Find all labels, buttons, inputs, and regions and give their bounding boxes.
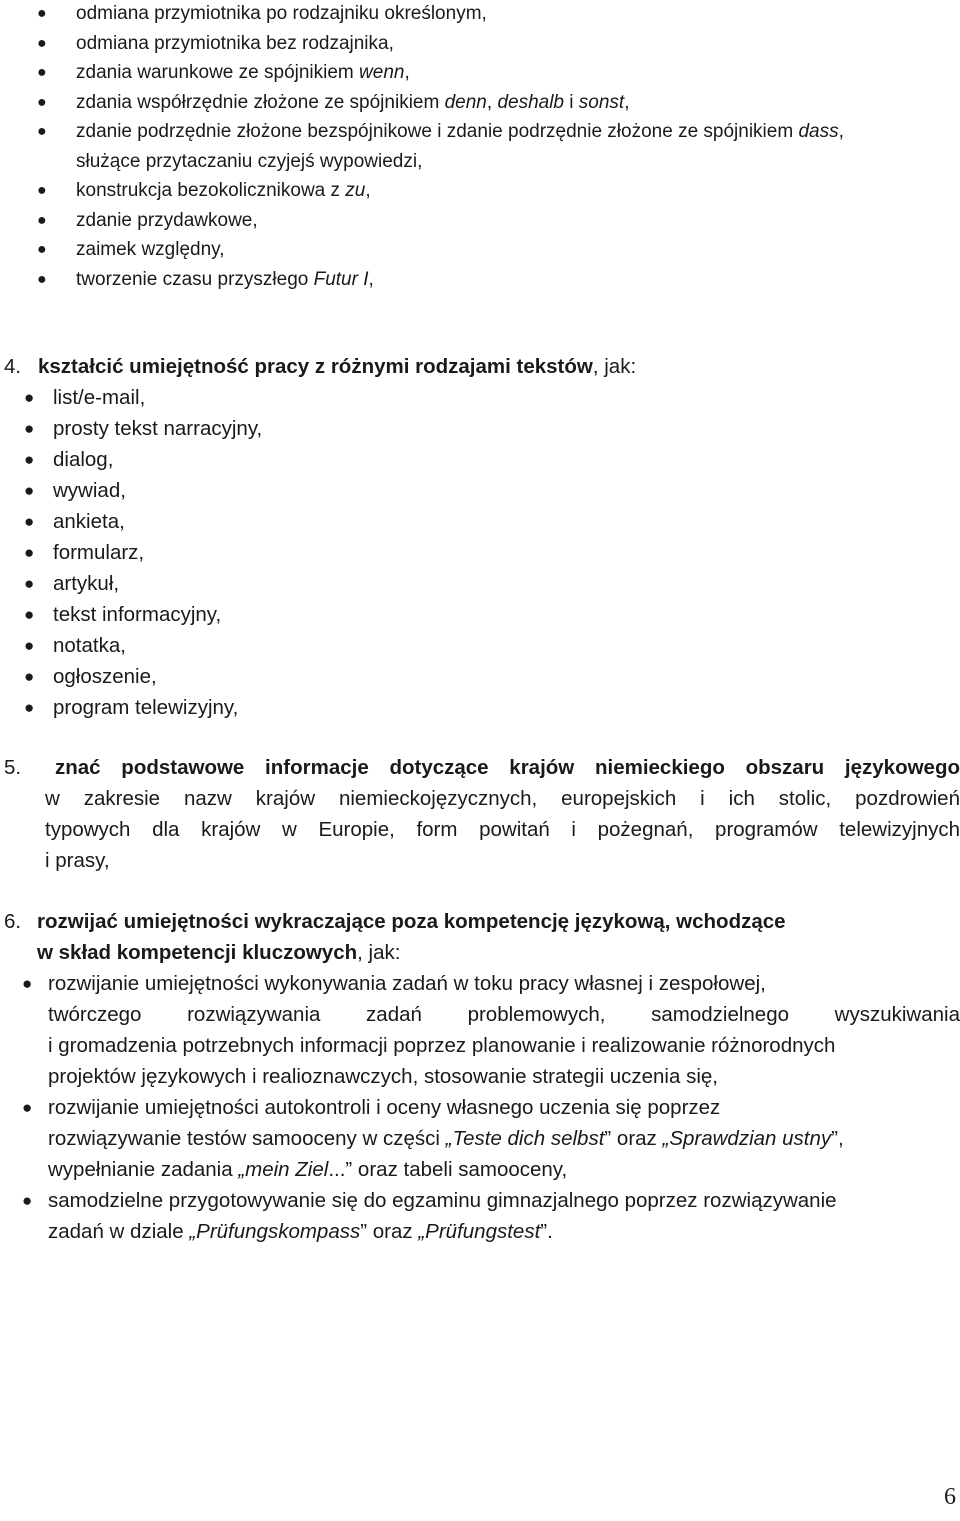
list-item-text: wypełnianie zadania bbox=[48, 1158, 239, 1181]
section-body-line: w zakresie nazw krajów niemieckojęzycznych, europejskich i ich stolic, pozdrowień bbox=[45, 787, 960, 810]
list-item-text: ” oraz bbox=[604, 1127, 663, 1150]
bullet-icon: ● bbox=[24, 512, 35, 531]
list-item bbox=[0, 265, 960, 295]
list-item-text: artykuł, bbox=[53, 572, 120, 595]
list-item-text: zdanie przydawkowe, bbox=[76, 209, 258, 231]
list-item-text: list/e-mail, bbox=[53, 386, 146, 409]
list-item-text: ...” oraz tabeli samooceny, bbox=[328, 1158, 568, 1181]
section-heading-line2 bbox=[0, 937, 960, 968]
bullet-icon: ● bbox=[37, 34, 47, 52]
bullet-icon: ● bbox=[22, 974, 33, 993]
italic-term: „mein Ziel bbox=[238, 1158, 329, 1181]
list-item-text: dialog, bbox=[53, 448, 114, 471]
bullet-icon: ● bbox=[24, 574, 35, 593]
list-item-text: zdania warunkowe ze spójnikiem bbox=[76, 62, 360, 83]
list-item bbox=[0, 206, 960, 236]
bullet-icon: ● bbox=[24, 388, 35, 407]
section-4 bbox=[0, 351, 960, 723]
list-item bbox=[0, 1092, 960, 1185]
section-6 bbox=[0, 906, 960, 1247]
list-item-text: zdania współrzędnie złożone ze spójnikiem bbox=[76, 91, 445, 113]
list-item-text: tworzenie czasu przyszłego bbox=[76, 268, 314, 290]
list-item-text: , bbox=[486, 91, 498, 113]
list-item-text: ”. bbox=[540, 1220, 553, 1243]
list-item-text: rozwiązywanie testów samooceny w części bbox=[48, 1127, 446, 1150]
section-heading-suffix: , jak: bbox=[357, 941, 401, 964]
list-item-text: , bbox=[404, 62, 410, 83]
list-item-text: zdanie podrzędnie złożone bezspójnikowe i zdanie podrzędnie złożone ze spójnikiem bbox=[76, 121, 799, 142]
italic-term: dass bbox=[798, 121, 839, 142]
bullet-icon: ● bbox=[37, 270, 47, 288]
list-item-text: konstrukcja bezokolicznikowa z bbox=[76, 180, 346, 201]
list-item bbox=[0, 568, 960, 599]
page-number: 6 bbox=[944, 1484, 956, 1510]
list-item-text: zadań w dziale bbox=[48, 1220, 190, 1243]
list-item-text: , bbox=[838, 121, 844, 142]
section-heading bbox=[0, 351, 960, 382]
list-item-line bbox=[48, 1123, 960, 1154]
section-number: 5. bbox=[4, 756, 22, 779]
section-heading bbox=[0, 752, 960, 783]
list-item bbox=[0, 692, 960, 723]
bullet-icon: ● bbox=[37, 5, 47, 22]
list-item-text: formularz, bbox=[53, 541, 145, 564]
list-item-text: ogłoszenie, bbox=[53, 665, 157, 688]
section-heading-suffix: , jak: bbox=[592, 355, 637, 378]
section-heading-bold: znać podstawowe informacje dotyczące krajów niemieckiego obszaru językowego bbox=[55, 756, 960, 779]
list-item-line bbox=[48, 1154, 960, 1185]
list-item bbox=[0, 58, 960, 88]
list-item bbox=[0, 506, 960, 537]
italic-term: „Prüfungskompass bbox=[189, 1220, 361, 1243]
list-item-text: tekst informacyjny, bbox=[53, 603, 222, 626]
list-item bbox=[0, 630, 960, 661]
list-item bbox=[0, 413, 960, 444]
list-item bbox=[0, 444, 960, 475]
list-item-text: odmiana przymiotnika po rodzajniku określonym, bbox=[76, 3, 487, 24]
bullet-icon: ● bbox=[37, 93, 47, 111]
italic-term: „Teste dich selbst bbox=[445, 1127, 605, 1150]
list-item-text: i bbox=[564, 91, 579, 113]
bullet-icon: ● bbox=[24, 419, 35, 438]
bullet-icon: ● bbox=[24, 543, 35, 562]
list-item-text: notatka, bbox=[53, 634, 126, 657]
section-number: 6. bbox=[4, 910, 22, 933]
list-item-text: odmiana przymiotnika bez rodzajnika, bbox=[76, 32, 394, 54]
list-item-line bbox=[76, 117, 940, 147]
bullet-icon: ● bbox=[22, 1098, 33, 1117]
list-item-line: twórczego rozwiązywania zadań problemowych, samodzielnego wyszukiwania bbox=[48, 1003, 960, 1026]
list-item bbox=[0, 88, 960, 118]
list-item-text: , bbox=[368, 268, 374, 290]
section-body-line: i prasy, bbox=[45, 849, 110, 872]
list-item bbox=[0, 537, 960, 568]
section-number: 4. bbox=[4, 355, 22, 378]
section-body-line: typowych dla krajów w Europie, form powitań i pożegnań, programów telewizyjnych bbox=[45, 818, 960, 841]
list-item-line: rozwijanie umiejętności autokontroli i oceny własnego uczenia się poprzez bbox=[48, 1096, 721, 1119]
italic-term: sonst bbox=[578, 91, 625, 113]
bullet-icon: ● bbox=[24, 450, 35, 469]
italic-term: wenn bbox=[359, 62, 405, 83]
bullet-icon: ● bbox=[22, 1191, 33, 1210]
bullet-icon: ● bbox=[24, 605, 35, 624]
list-item-text: ” oraz bbox=[360, 1220, 419, 1243]
list-item bbox=[0, 599, 960, 630]
key-competences-list bbox=[0, 968, 960, 1247]
section-body bbox=[0, 783, 960, 876]
bullet-icon: ● bbox=[24, 636, 35, 655]
section-heading-bold: rozwijać umiejętności wykraczające poza kompetencję językową, wchodzące bbox=[37, 910, 786, 933]
list-item bbox=[0, 968, 960, 1092]
list-item bbox=[0, 235, 960, 265]
bullet-icon: ● bbox=[24, 698, 35, 717]
list-item-text: ankieta, bbox=[53, 510, 125, 533]
section-heading-bold: w skład kompetencji kluczowych bbox=[37, 941, 358, 964]
italic-term: zu bbox=[345, 180, 366, 201]
bullet-icon: ● bbox=[37, 64, 47, 81]
list-item-text: program telewizyjny, bbox=[53, 696, 239, 719]
grammar-topics-list bbox=[0, 0, 960, 294]
list-item-text: prosty tekst narracyjny, bbox=[53, 417, 263, 440]
bullet-icon: ● bbox=[37, 211, 47, 229]
list-item bbox=[0, 176, 960, 206]
italic-term: deshalb bbox=[497, 91, 564, 113]
list-item-text: ”, bbox=[831, 1127, 844, 1150]
list-item-text: wywiad, bbox=[53, 479, 126, 502]
italic-term: denn bbox=[444, 91, 487, 113]
list-item bbox=[0, 475, 960, 506]
list-item-line: służące przytaczaniu czyjejś wypowiedzi, bbox=[76, 150, 423, 172]
list-item bbox=[0, 0, 960, 29]
list-item bbox=[0, 382, 960, 413]
list-item-line: i gromadzenia potrzebnych informacji poprzez planowanie i realizowanie różnorodnych bbox=[48, 1034, 836, 1057]
list-item bbox=[0, 661, 960, 692]
list-item-text: , bbox=[624, 91, 630, 113]
bullet-icon: ● bbox=[37, 182, 47, 199]
bullet-icon: ● bbox=[24, 481, 35, 500]
italic-term: Futur I bbox=[313, 268, 369, 290]
text-types-list bbox=[0, 382, 960, 723]
section-5 bbox=[0, 752, 960, 876]
section-heading-bold: kształcić umiejętność pracy z różnymi rodzajami tekstów bbox=[38, 355, 593, 378]
section-heading bbox=[0, 906, 960, 937]
list-item-line: projektów językowych i realioznawczych, stosowanie strategii uczenia się, bbox=[48, 1065, 718, 1088]
list-item bbox=[0, 1185, 960, 1247]
bullet-icon: ● bbox=[37, 123, 47, 140]
bullet-icon: ● bbox=[37, 241, 47, 258]
list-item-text: , bbox=[365, 180, 371, 201]
list-item bbox=[0, 117, 960, 176]
italic-term: „Sprawdzian ustny bbox=[662, 1127, 832, 1150]
italic-term: „Prüfungstest bbox=[418, 1220, 541, 1243]
list-item-text: zaimek względny, bbox=[76, 239, 225, 260]
list-item-line bbox=[48, 1216, 960, 1247]
list-item bbox=[0, 29, 960, 59]
list-item-line: samodzielne przygotowywanie się do egzaminu gimnazjalnego poprzez rozwiązywanie bbox=[48, 1189, 837, 1212]
list-item-line: rozwijanie umiejętności wykonywania zadań w toku pracy własnej i zespołowej, bbox=[48, 972, 766, 995]
bullet-icon: ● bbox=[24, 667, 35, 686]
